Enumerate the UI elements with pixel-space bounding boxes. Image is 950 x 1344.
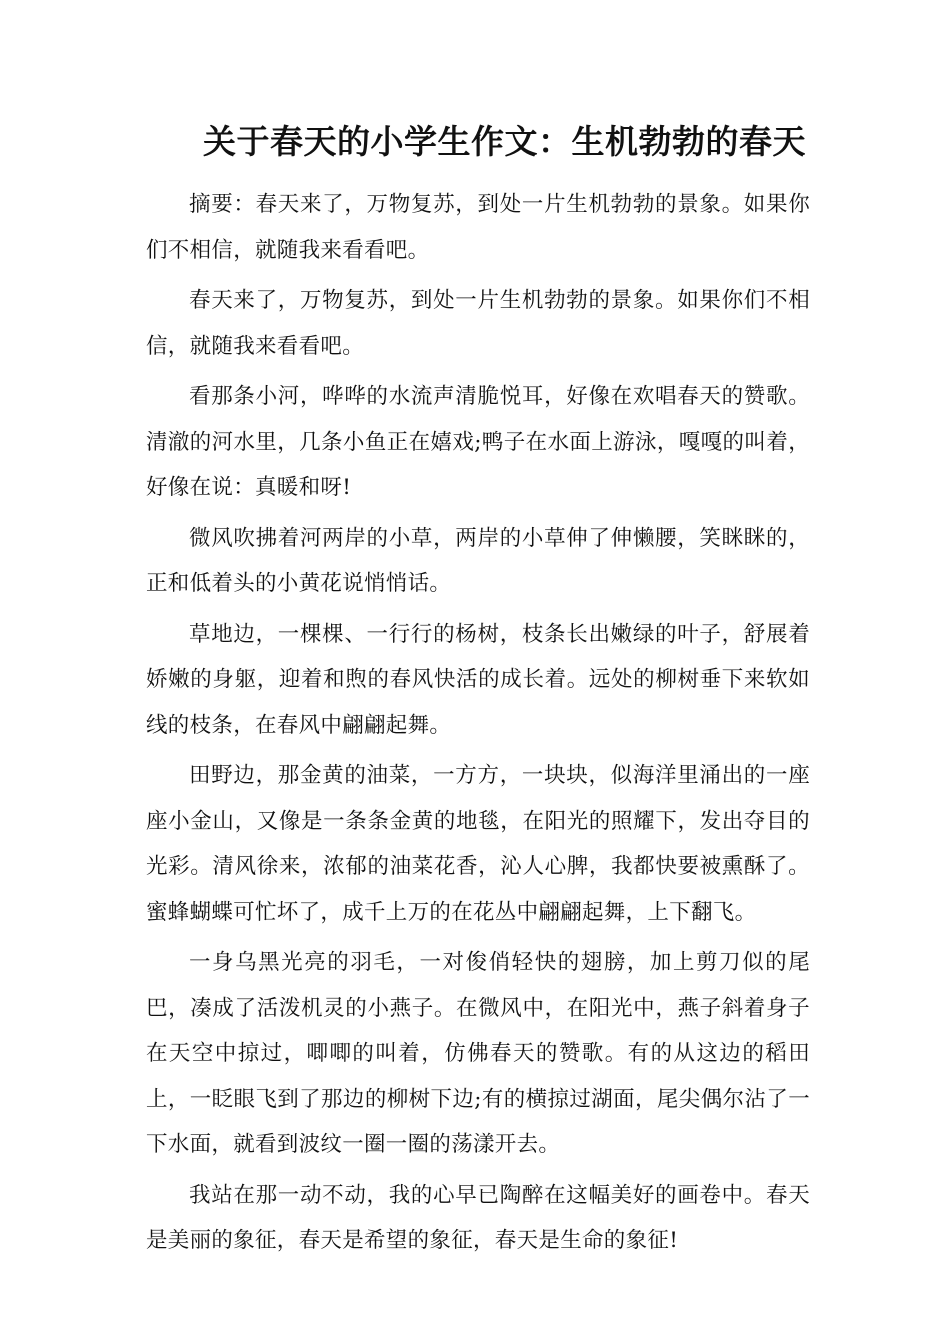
paragraph-swallow: 一身乌黑光亮的羽毛，一对俊俏轻快的翅膀，加上剪刀似的尾巴，凑成了活泼机灵的小燕子。在微风中，在阳光中，燕子斜着身子在天空中掠过，唧唧的叫着，仿佛春天的赞歌。有的从这边的稻田上，一眨眼飞到了那边的柳树下边;有的横掠过湖面，尾尖偶尔沾了一下水面，就看到波纹一圈一圈的荡漾开去。 bbox=[146, 950, 810, 1157]
document-title: 关于春天的小学生作文：生机勃勃的春天 bbox=[203, 122, 806, 161]
paragraph-intro: 春天来了，万物复苏，到处一片生机勃勃的景象。如果你们不相信，就随我来看看吧。 bbox=[146, 288, 810, 359]
document-body bbox=[146, 182, 810, 1269]
paragraph-river: 看那条小河，哗哗的水流声清脆悦耳，好像在欢唱春天的赞歌。清澈的河水里，几条小鱼正在嬉戏;鸭子在水面上游泳，嘎嘎的叫着，好像在说：真暖和呀! bbox=[146, 384, 810, 500]
paragraph-fields: 田野边，那金黄的油菜，一方方，一块块，似海洋里涌出的一座座小金山，又像是一条条金黄的地毯，在阳光的照耀下，发出夺目的光彩。清风徐来，浓郁的油菜花香，沁人心脾，我都快要被熏酥了。蜜蜂蝴蝶可忙坏了，成千上万的在花丛中翩翩起舞，上下翻飞。 bbox=[146, 763, 810, 925]
paragraph-grass: 微风吹拂着河两岸的小草，两岸的小草伸了伸懒腰，笑眯眯的，正和低着头的小黄花说悄悄话。 bbox=[146, 525, 810, 596]
paragraph-trees: 草地边，一棵棵、一行行的杨树，枝条长出嫩绿的叶子，舒展着娇嫩的身躯，迎着和煦的春风快活的成长着。远处的柳树垂下来软如线的枝条，在春风中翩翩起舞。 bbox=[146, 621, 810, 738]
paragraph-summary: 摘要：春天来了，万物复苏，到处一片生机勃勃的景象。如果你们不相信，就随我来看看吧。 bbox=[146, 192, 810, 263]
paragraph-conclusion: 我站在那一动不动，我的心早已陶醉在这幅美好的画卷中。春天是美丽的象征，春天是希望的象征，春天是生命的象征! bbox=[146, 1182, 810, 1253]
